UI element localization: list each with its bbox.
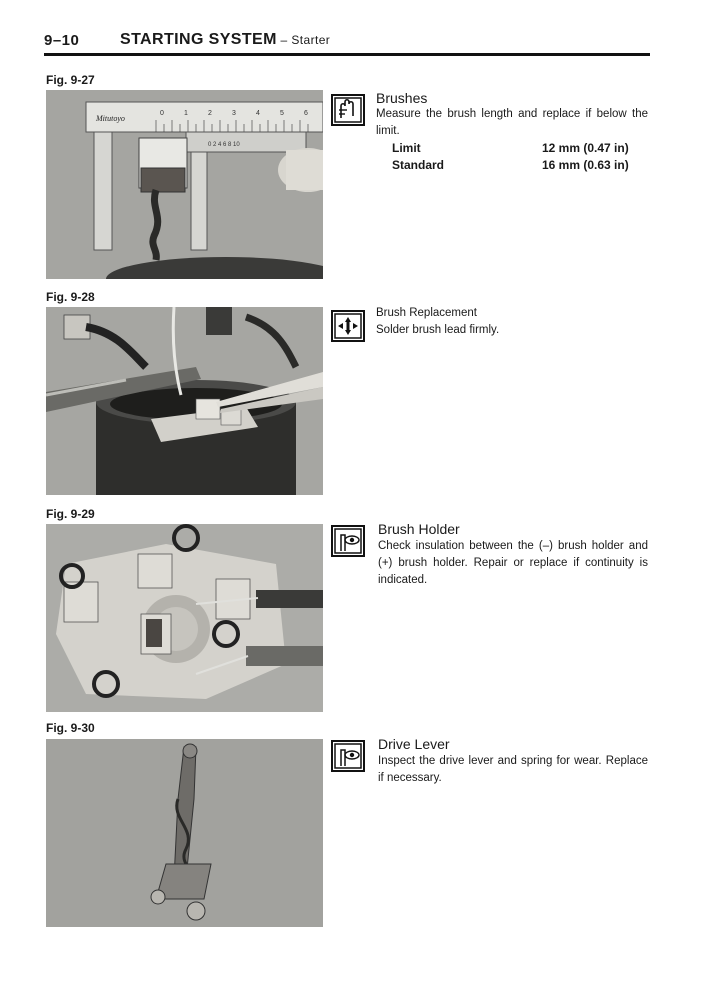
section-title-drive-lever: Drive Lever [378, 736, 450, 752]
section-title-brush-holder: Brush Holder [378, 521, 460, 537]
brush-replacement-text [376, 305, 648, 339]
brush-holder-text: Check insulation between the (–) brush holder and (+) brush holder. Repair or replace if continuity is indicated. [378, 540, 648, 586]
scale-number: 6 [304, 110, 308, 117]
inspect-icon [331, 740, 365, 772]
brush-replacement-line: Brush Replacement [376, 307, 477, 319]
replace-icon [331, 310, 365, 342]
caliper-brand-text: Mitutoyo [96, 114, 125, 123]
section-title [120, 31, 330, 49]
spec-label: Limit [392, 141, 421, 155]
measure-icon [331, 94, 365, 126]
fig-label-9-30: Fig. 9-30 [46, 721, 95, 735]
spec-label: Standard [392, 158, 445, 172]
page-header [44, 30, 648, 54]
scale-number: 4 [256, 110, 260, 117]
drive-lever-text: Inspect the drive lever and spring for wear. Replace if necessary. [378, 755, 648, 784]
inspect-icon [331, 525, 365, 557]
fig-label-9-29: Fig. 9-29 [46, 507, 95, 521]
scale-number: 1 [184, 110, 188, 117]
photo-brush-holder [46, 524, 323, 712]
spec-row-standard [392, 158, 648, 172]
header-rule [44, 53, 650, 56]
fig-label-9-27: Fig. 9-27 [46, 73, 95, 87]
brushes-text: Measure the brush length and replace if below the limit. [376, 108, 648, 137]
spec-value: 12 mm (0.47 in) [542, 141, 629, 155]
section-name: STARTING SYSTEM [120, 31, 277, 48]
photo-caliper-brush [46, 90, 323, 279]
spec-value: 16 mm (0.63 in) [542, 158, 629, 172]
photo-soldering-brush [46, 307, 323, 495]
section-title-brushes: Brushes [376, 90, 428, 106]
scale-number: 0 [160, 110, 164, 117]
page-number: 9–10 [44, 32, 80, 49]
spec-row-limit [392, 141, 648, 155]
scale-number: 5 [280, 110, 284, 117]
subsection-name: – Starter [276, 33, 331, 47]
scale-number: 3 [232, 110, 236, 117]
fig-label-9-28: Fig. 9-28 [46, 290, 95, 304]
vernier-numbers: 0 2 4 6 8 10 [208, 142, 240, 148]
brush-replacement-line: Solder brush lead firmly. [376, 324, 500, 336]
scale-number: 2 [208, 110, 212, 117]
photo-drive-lever [46, 739, 323, 927]
